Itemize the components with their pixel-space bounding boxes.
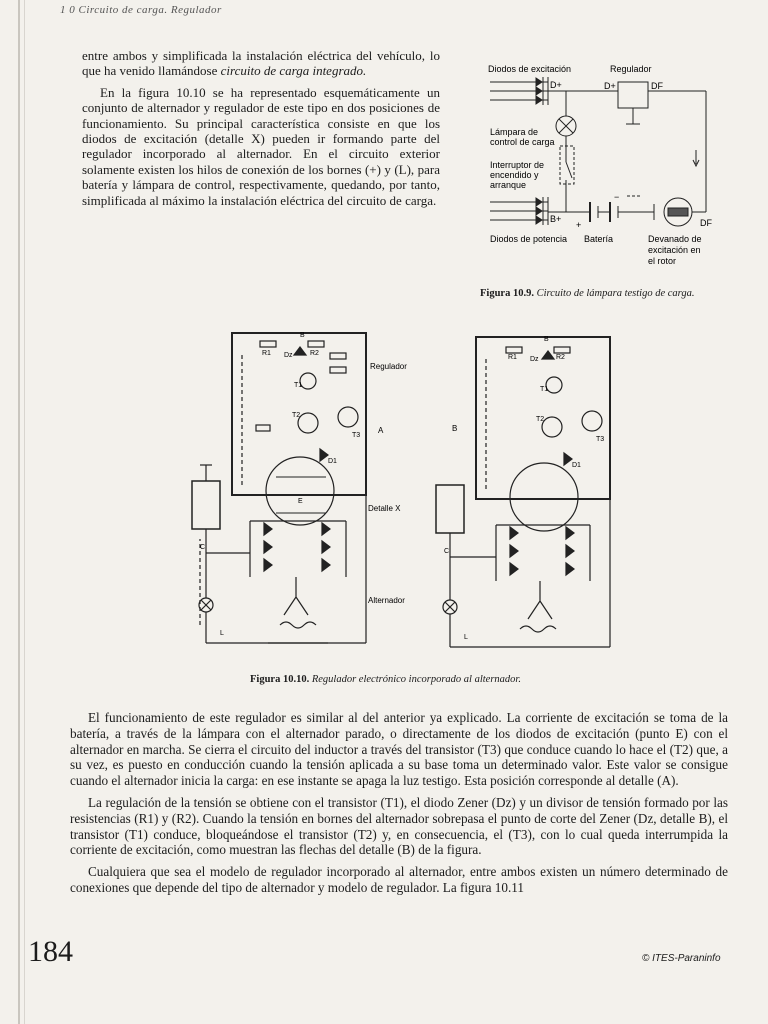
figure-10-9-number: Figura 10.9. [480,288,534,299]
label-r2-a: R2 [310,350,319,357]
label-position-b: B [452,424,458,433]
label-diodos-potencia: Diodos de potencia [490,234,568,244]
label-lampara-2: control de carga [490,137,555,147]
label-t3-a: T3 [352,432,361,439]
label-b-plus: B+ [550,214,562,224]
paragraph-funcionamiento: El funcionamiento de este regulador es similar al del anterior ya explicado. La corriente de excitación se toma de la batería, a través de la lámpara con el alternador parado, o directamente de los diodos de excitación (punto E) con el alternador en marcha. Se cierra el circuito del inductor a través del transistor (T3) que conduce cuando lo hace el (T2) que, a su vez, es puesto en conducción cuando la tensión aplicada a su base toma un determinado valor. Este valor se consigue cuando el alternador inicia la carga: en ese instante se apaga la luz testigo. Esta posición corresponde al detalle (A). [70,710,728,789]
label-df-reg: DF [651,81,663,91]
label-minus: − [614,192,620,202]
label-l-b: L [464,634,468,641]
label-t2-a: T2 [292,412,301,419]
scan-edge [18,0,20,1024]
figure-10-10-title: Regulador electrónico incorporado al alternador. [311,674,521,685]
label-devanado: Devanado de [648,234,702,244]
label-diodos-excitacion: Diodos de excitación [488,64,572,74]
label-c-b: C [444,548,450,555]
label-lampara: Lámpara de [490,127,539,137]
label-d1-b: D1 [572,462,581,469]
label-df: DF [700,218,712,228]
figure-10-9-title: Circuito de lámpara testigo de carga. [536,288,695,299]
label-dz-a: Dz [284,352,293,359]
label-devanado-2: excitación en [648,245,701,255]
paragraph-continuation: entre ambos y simplificada la instalación eléctrica del vehículo, lo que ha venido llamándose circuito de carga integrado. [82,48,440,79]
label-detalle-x: Detalle X [368,504,401,513]
label-interruptor-2: encendido y [490,170,539,180]
figure-10-9-diagram [486,60,726,275]
top-left-text [82,48,440,214]
label-t2-b: T2 [536,416,545,423]
main-body-text [70,710,728,902]
figure-10-10-diagram [180,325,630,670]
running-head: 1 0 Circuito de carga. Regulador [60,4,222,16]
label-d-plus: D+ [550,80,562,90]
label-dz-b: Dz [530,356,539,363]
page-number: 184 [28,935,73,968]
label-b-a: B [300,332,305,339]
label-bateria: Batería [584,234,614,244]
label-b-b: B [544,336,549,343]
label-plus: + [576,220,582,230]
paragraph-conexiones: Cualquiera que sea el modelo de regulador incorporado al alternador, entre ambos existen un número determinado de conexiones que depende del tipo de alternador y modelo de regulador. La figura 10.11 [70,864,728,895]
label-r1-b: R1 [508,354,517,361]
label-r2-b: R2 [556,354,565,361]
label-regulador: Regulador [610,64,652,74]
label-devanado-3: el rotor [648,256,677,266]
label-interruptor-3: arranque [490,180,527,190]
label-interruptor: Interruptor de [490,160,545,170]
label-t3-b: T3 [596,436,605,443]
label-d-plus-reg: D+ [604,81,616,91]
label-l-a: L [220,630,224,637]
publisher-credit: © ITES-Paraninfo [642,953,721,964]
paragraph-figure-description: En la figura 10.10 se ha representado esquemáticamente un conjunto de alternador y regulador de este tipo en dos posiciones de funcionamiento. Su principal característica consiste en que los diodos de excitación (detalle X) pueden ir formando parte del regulador incorporado al alternador. En el circuito exterior solamente existen los hilos de conexión de los bornes (+) y (L), para batería y lámpara de control, respectivamente, quedando, por tanto, simplificada al máximo la instalación eléctrica del circuito de carga. [82,84,440,208]
label-c-a: C [200,544,206,551]
label-t1-a: T1 [294,382,303,389]
figure-10-10-number: Figura 10.10. [250,674,310,685]
scan-edge-2 [24,0,25,1024]
label-regulador-fig10: Regulador [370,362,407,371]
figure-10-9-caption [480,288,694,299]
paragraph-regulacion: La regulación de la tensión se obtiene con el transistor (T1), el diodo Zener (Dz) y un divisor de tensión formado por las resistencias (R1) y (R2). Cuando la tensión en bornes del alternador sobrepasa el punto de corte del Zener (Dz, detalle B), el transistor (T1) conduce, bloqueándose el transistor (T2) y, en consecuencia, el (T3), con lo cual queda interrumpida la corriente de excitación, como muestran las flechas del detalle (B) de la figura. [70,794,728,858]
label-e-a: E [298,498,303,505]
figure-10-10-caption [250,674,521,685]
label-t1-b: T1 [540,386,549,393]
label-d1-a: D1 [328,458,337,465]
label-alternador: Alternador [368,596,405,605]
label-position-a: A [378,426,384,435]
label-r1-a: R1 [262,350,271,357]
